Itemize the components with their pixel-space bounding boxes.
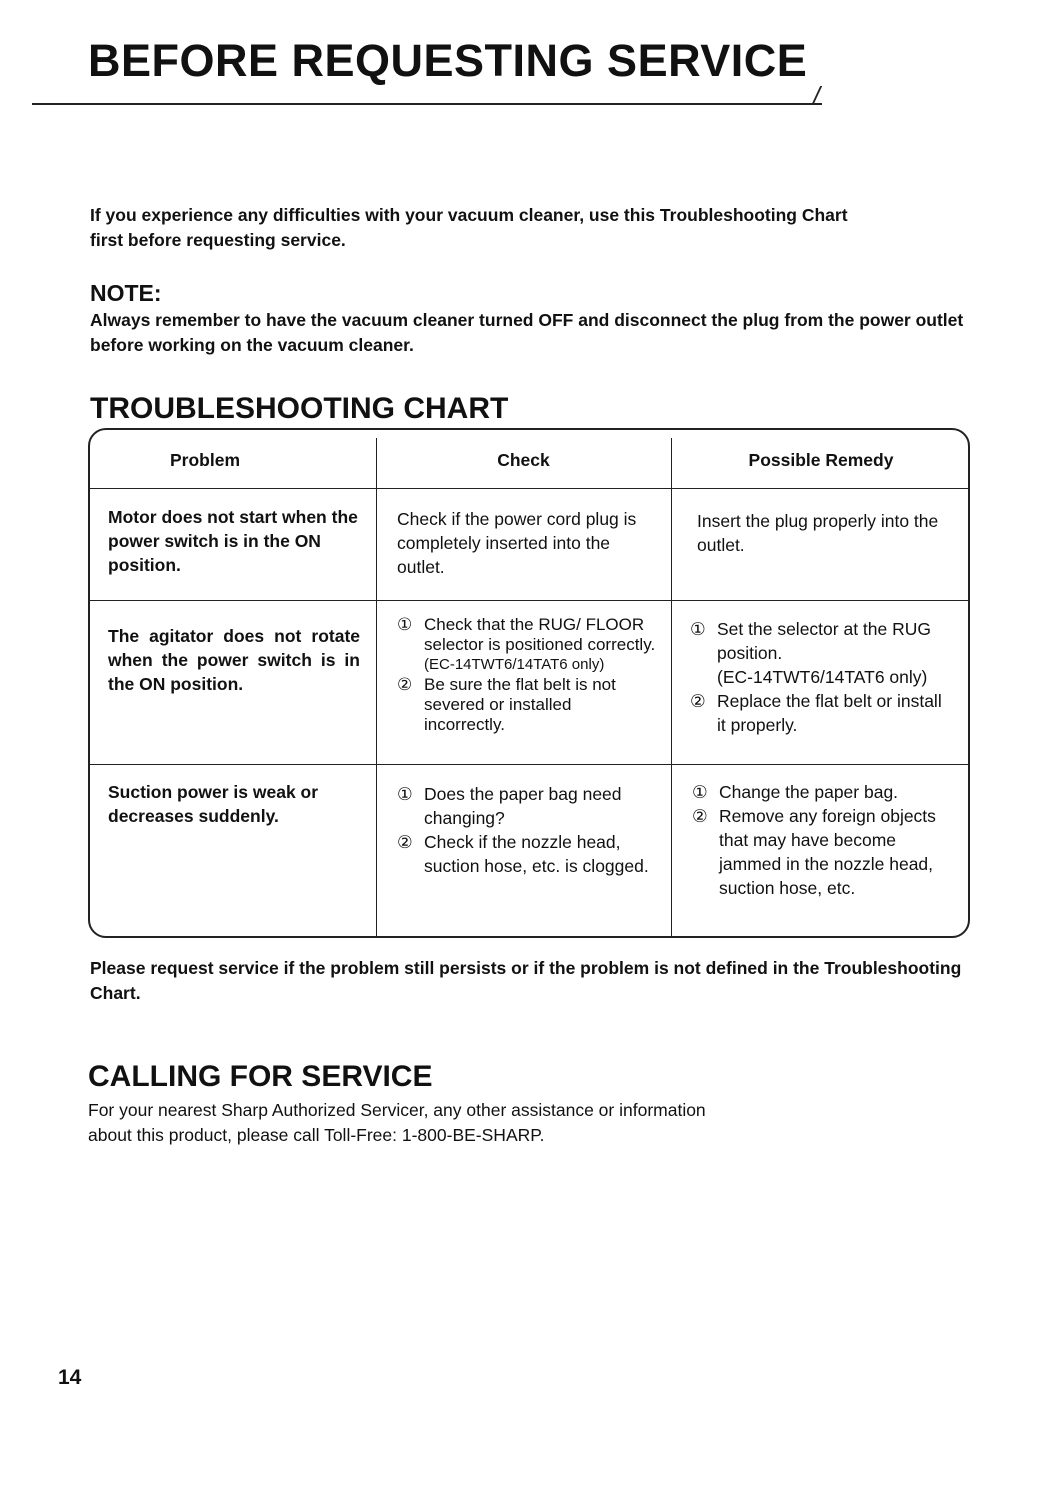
title-underline (32, 103, 822, 105)
table-divider (88, 600, 970, 601)
check-text: Check if the nozzle head, suction hose, etc. is clogged. (424, 832, 649, 876)
service-request-note: Please request service if the problem still persists or if the problem is not defined in the Troubleshooting Chart. (90, 958, 962, 1003)
column-header-check: Check (497, 450, 550, 470)
problem-cell: Motor does not start when the power switch is in the ON position. (108, 507, 358, 575)
model-condition: (EC-14TWT6/14TAT6 only) (717, 667, 928, 687)
title-underline-tick (812, 86, 822, 104)
table-divider (376, 438, 377, 938)
check-text: Does the paper bag need changing? (424, 784, 622, 828)
model-condition: (EC-14TWT6/14TAT6 only) (424, 656, 605, 673)
problem-cell: The agitator does not rotate when the power switch is in the ON position. (108, 626, 360, 694)
column-header-remedy: Possible Remedy (748, 450, 894, 470)
check-item (397, 782, 657, 830)
table-divider (88, 764, 970, 765)
note-heading: NOTE: (90, 280, 162, 306)
remedy-cell (690, 617, 955, 737)
remedy-text: Replace the flat belt or install it properly. (717, 691, 942, 735)
page-number: 14 (58, 1366, 82, 1389)
check-cell: Check if the power cord plug is completely inserted into the outlet. (397, 509, 637, 577)
problem-cell: Suction power is weak or decreases suddenly. (108, 782, 319, 826)
circled-number: ① (690, 619, 706, 639)
check-item (397, 675, 657, 735)
circled-number: ① (692, 782, 708, 802)
intro-paragraph: If you experience any difficulties with your vacuum cleaner, use this Troubleshooting Chart first before requesting service. (90, 205, 848, 250)
circled-number: ② (692, 806, 708, 826)
circled-number: ① (397, 615, 413, 634)
remedy-text: Remove any foreign objects that may have become jammed in the nozzle head, suction hose, etc. (719, 806, 936, 898)
check-text: Check that the RUG/ FLOOR selector is positioned correctly. (424, 615, 656, 654)
remedy-cell: Insert the plug properly into the outlet. (697, 511, 939, 555)
remedy-item (692, 804, 954, 900)
remedy-item (690, 689, 955, 737)
remedy-cell (692, 780, 954, 900)
check-text: Be sure the flat belt is not severed or installed incorrectly. (424, 675, 616, 734)
column-header-problem: Problem (169, 450, 241, 470)
circled-number: ② (397, 832, 413, 852)
remedy-item (690, 617, 955, 689)
chart-title: TROUBLESHOOTING CHART (90, 392, 509, 425)
check-cell (397, 615, 657, 735)
calling-for-service-text: For your nearest Sharp Authorized Servicer, any other assistance or information about this product, please call Toll-Free: 1-800-BE-SHARP. (88, 1100, 706, 1145)
table-divider (88, 488, 970, 489)
circled-number: ② (690, 691, 706, 711)
check-item (397, 830, 657, 878)
remedy-text: Set the selector at the RUG position. (717, 619, 931, 663)
remedy-text: Change the paper bag. (719, 782, 899, 802)
calling-for-service-heading: CALLING FOR SERVICE (88, 1060, 433, 1093)
check-cell (397, 782, 657, 878)
table-divider (671, 438, 672, 938)
circled-number: ② (397, 675, 413, 694)
note-text: Always remember to have the vacuum cleaner turned OFF and disconnect the plug from the power outlet before working on the vacuum cleaner. (90, 310, 964, 355)
page-title: BEFORE REQUESTING SERVICE (88, 35, 808, 86)
circled-number: ① (397, 784, 413, 804)
remedy-item (692, 780, 954, 804)
check-item (397, 615, 657, 675)
